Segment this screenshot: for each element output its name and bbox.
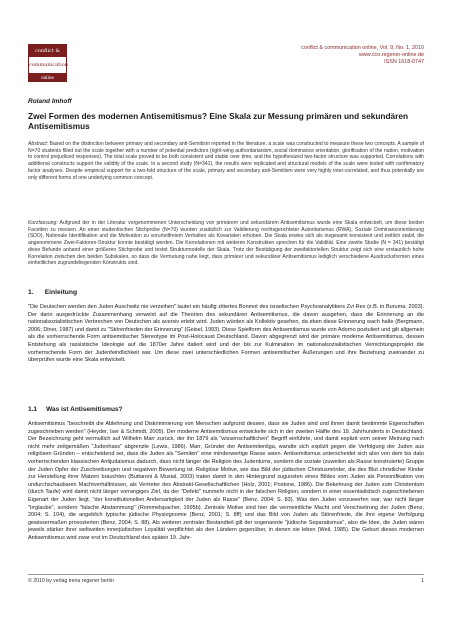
kurzfassung-text: Aufgrund der in der Literatur vorgenommenen Unterscheidung von primärem und sekundärem Antisemitismus wurde eine Skala entwickelt, um diese beiden Facetten zu messen. An einer studentischen Stichprobe (N=70) wurden zusätzlich zur Validierung rechtsgerichteter Autoritarismus (RWA), Soziale Dominanzorientierung (SDO), Nationale Identifikation und die Motivation zu vorurteilfreiem Verhalten als Kovariaten erhoben. Die Skala erwies sich als insgesamt konsistent und zeitlich stabil, die angenommene Zwei-Faktoren-Struktur konnte bestätigt werden. Die Korrelationen mit weiteren Konstrukten sprechen für die Validität. Eine zweite Studie (N = 341) bestätigt diese Befunde anhand einer größeren Stichprobe und testet Strukturmodelle der Skala. Trotz der Bestätigung der zweifaktoriellen Struktur zeigt sich eine erstaunlich hohe Korrelation zwischen den beiden Subskalen, so dass die Vermutung nahe liegt, dass primärer und sekundärer Antisemitismus lediglich verschiedene Ausdrucksformen eines einheitlichen zugrundeliegenden Konstrukts sind.	[28, 220, 424, 267]
section-heading-antisemitismus: 1.1 Was ist Antisemitismus?	[28, 406, 123, 413]
logo-line-1: conflict &	[29, 45, 66, 57]
journal-meta	[301, 45, 424, 66]
section-text-einleitung: "Die Deutschen werden den Juden Auschwitz nie verzeihen" lautet ein häufig zitiertes Bonmot des israelischen Psychoanalytikers Zvi Rex (z.B. in Buruma, 2003). Der darin ausgedrückte Zusammenhang verweist auf die Theorien des sekundären Antisemitismus, die davon ausgehen, dass die Erinnerung an die nationalsozialistischen Verbrechen von Deutschen als aversiv erlebt wird. Juden würden als Kollektiv gesehen, da eben diese Erinnerung wach halte (Bergmann, 2006; Diner, 1987) und damit zu "Störenfrieden der Erinnerung" (Geisel, 1993). Diese Spielform des Antisemitismus wurde von Adorno postuliert und gilt allgemein als die vorherrschende Form antisemitischer Stereotype im Post-Holocaust Deutschland. Davon abgegrenzt wird der primäre moderne Antisemitismus, dessen Entstehung als rassistische Ideologie auf die 1870er Jahre datiert wird und der bis zur Kulmination im nationalsozialistischen Vernichtungsprojekt die vorherrschende Form der Judenfeindlichkeit war. Um diese zwei unterschiedlichen Formen antisemitischer Äußerungen und ihre Beziehung zueinander zu überprüfen wurde eine Skala entwickelt.	[28, 304, 424, 364]
journal-citation: conflict & communication online, Vol. 9, No. 1, 2010	[301, 45, 424, 51]
article-title: Zwei Formen des modernen Antisemitismus? Eine Skala zur Messung primären und sekundären Antisemitismus	[28, 111, 409, 131]
section-heading-einleitung: 1. Einleitung	[28, 289, 78, 296]
abstract-text: Based on the distinction between primary and secondary anti-Semitism reported in the literature, a scale was constructed to measure these two concepts. A sample of N=70 students filled out the scale together with a number of potential predictors (right-wing authoritarianism, social dominance orientation, glorification of the nation, motivation to control prejudiced responses). The total scale proved to be both consistent and stable over time, and the hypothesized two-factor structure was supported. Correlations with additional constructs support the validity of the scale. In a second study (N=341), the results were replicated and structural models of the scale were tested with confirmatory factor analyses. Despite empirical support for a two-fold structure of the scale, primary and secondary anti-Semitism were very highly inter-correlated, and thus potentially are only different forms of one underlying common concept.	[28, 141, 424, 181]
logo-line-2: communication	[29, 62, 68, 68]
author-name: Roland Imhoff	[28, 98, 72, 105]
footer-copyright: © 2010 by verlag irena regener berlin	[28, 578, 114, 584]
journal-logo	[28, 44, 67, 82]
logo-line-3: online	[29, 73, 66, 81]
kurzfassung-label: Kurzfassung:	[28, 220, 58, 226]
abstract	[28, 141, 424, 181]
footer-divider	[28, 574, 424, 575]
journal-issn: ISSN 1618-0747	[384, 59, 424, 65]
section-text-antisemitismus: Antisemitismus "beschreibt die Ablehnung und Diskriminierung von Menschen aufgrund dessen, dass sie Juden sind und ihnen damit bestimmte Eigenschaften zugeschrieben werden" (Heyder, Iser & Schmidt, 2005). Der moderne Antisemitismus entwickelte sich in der zweiten Hälfte des 19. Jahrhunderts in Deutschland. Der Bezeichnung geht vermutlich auf Wilhelm Marr zurück, der ihn 1879 als "wissenschaftlichen" Begriff einführte, und damit explizit vom seiner Meinung nach nicht mehr zeitgemäßen "Judenhass" abgrenzte (Lewis, 1986). Marr, Gründer der Antisemitenliga, wandte sich explizit gegen die Verfolgung der Juden aus religiösen Gründen – entscheidend sei, dass die Juden als "Semiten" eine minderwertige Rasse seien. Antisemitismus unterscheidet sich also von dem bis dato vorherrschenden klassischen Antijudaismus dadurch, dass nicht länger die Religion des Judentums, sondern die soziale (zuweilen als Rasse konstruierte) Gruppe der Juden Opfer der Zuschreibungen und negativen Bewertung ist. Religiöse Motive, wie das Bild der jüdischen Christusmörder, die des Blut christlicher Kinder zur Herstellung ihrer Matzen brauchten (Buttaroni & Musial, 2003) traten damit in den Hintergrund zugunsten eines Bildes vom Juden als Personifikation von undurchschaubaren Machtverhältnissen, als Vertreter des Abstrakt-Gesellschaftlichen (Holz, 2001; Postone, 1986). Die Bekehrung der Juden zum Christentum (durch Taufe) wird damit nicht länger vorrangiges Ziel, da der "Defekt" nunmehr nicht in der falschen Religion, sondern in einer essentialistisch zugeschriebenen Eigenart der Juden liegt, "der konstitutionellen Andersartigkeit der Juden als Rasse" (Benz, 2004; S. 83). Was den Juden vorzuwerfen war, war nicht länger "Irrglaube", sondern "falsche Abstammung" (Rommelspacher, 1995b). Zentrale Motive sind hier die vermeintliche Macht und Verschwörung der Juden (Benz, 2004; S. 104), die angeblich typische jüdische Physiognomie (Benz, 2001; S. 8ff) und das Bild von Juden als Störenfriede, die ihre eigene Verfolgung gewissermaßen provozierten (Benz, 2004; S. 88). Als weiterer zentraler Bestandteil gilt der sogenannte "jüdische Separatismus", also die Idee, die Juden wären jeweils stärker ihrer weltweiten innerjüdischen Loyalität verpflichtet als den Ländern gegenüber, in denen sie leben (Weil, 1985). Die Geburt dieses modernen Antisemitismus wird zwar erst im Deutschland des späten 19. Jahr-	[28, 421, 424, 541]
page-number: 1	[421, 578, 424, 584]
kurzfassung	[28, 220, 424, 267]
journal-url[interactable]: www.cco.regener-online.de	[358, 52, 424, 58]
abstract-label: Abstract:	[28, 141, 49, 147]
